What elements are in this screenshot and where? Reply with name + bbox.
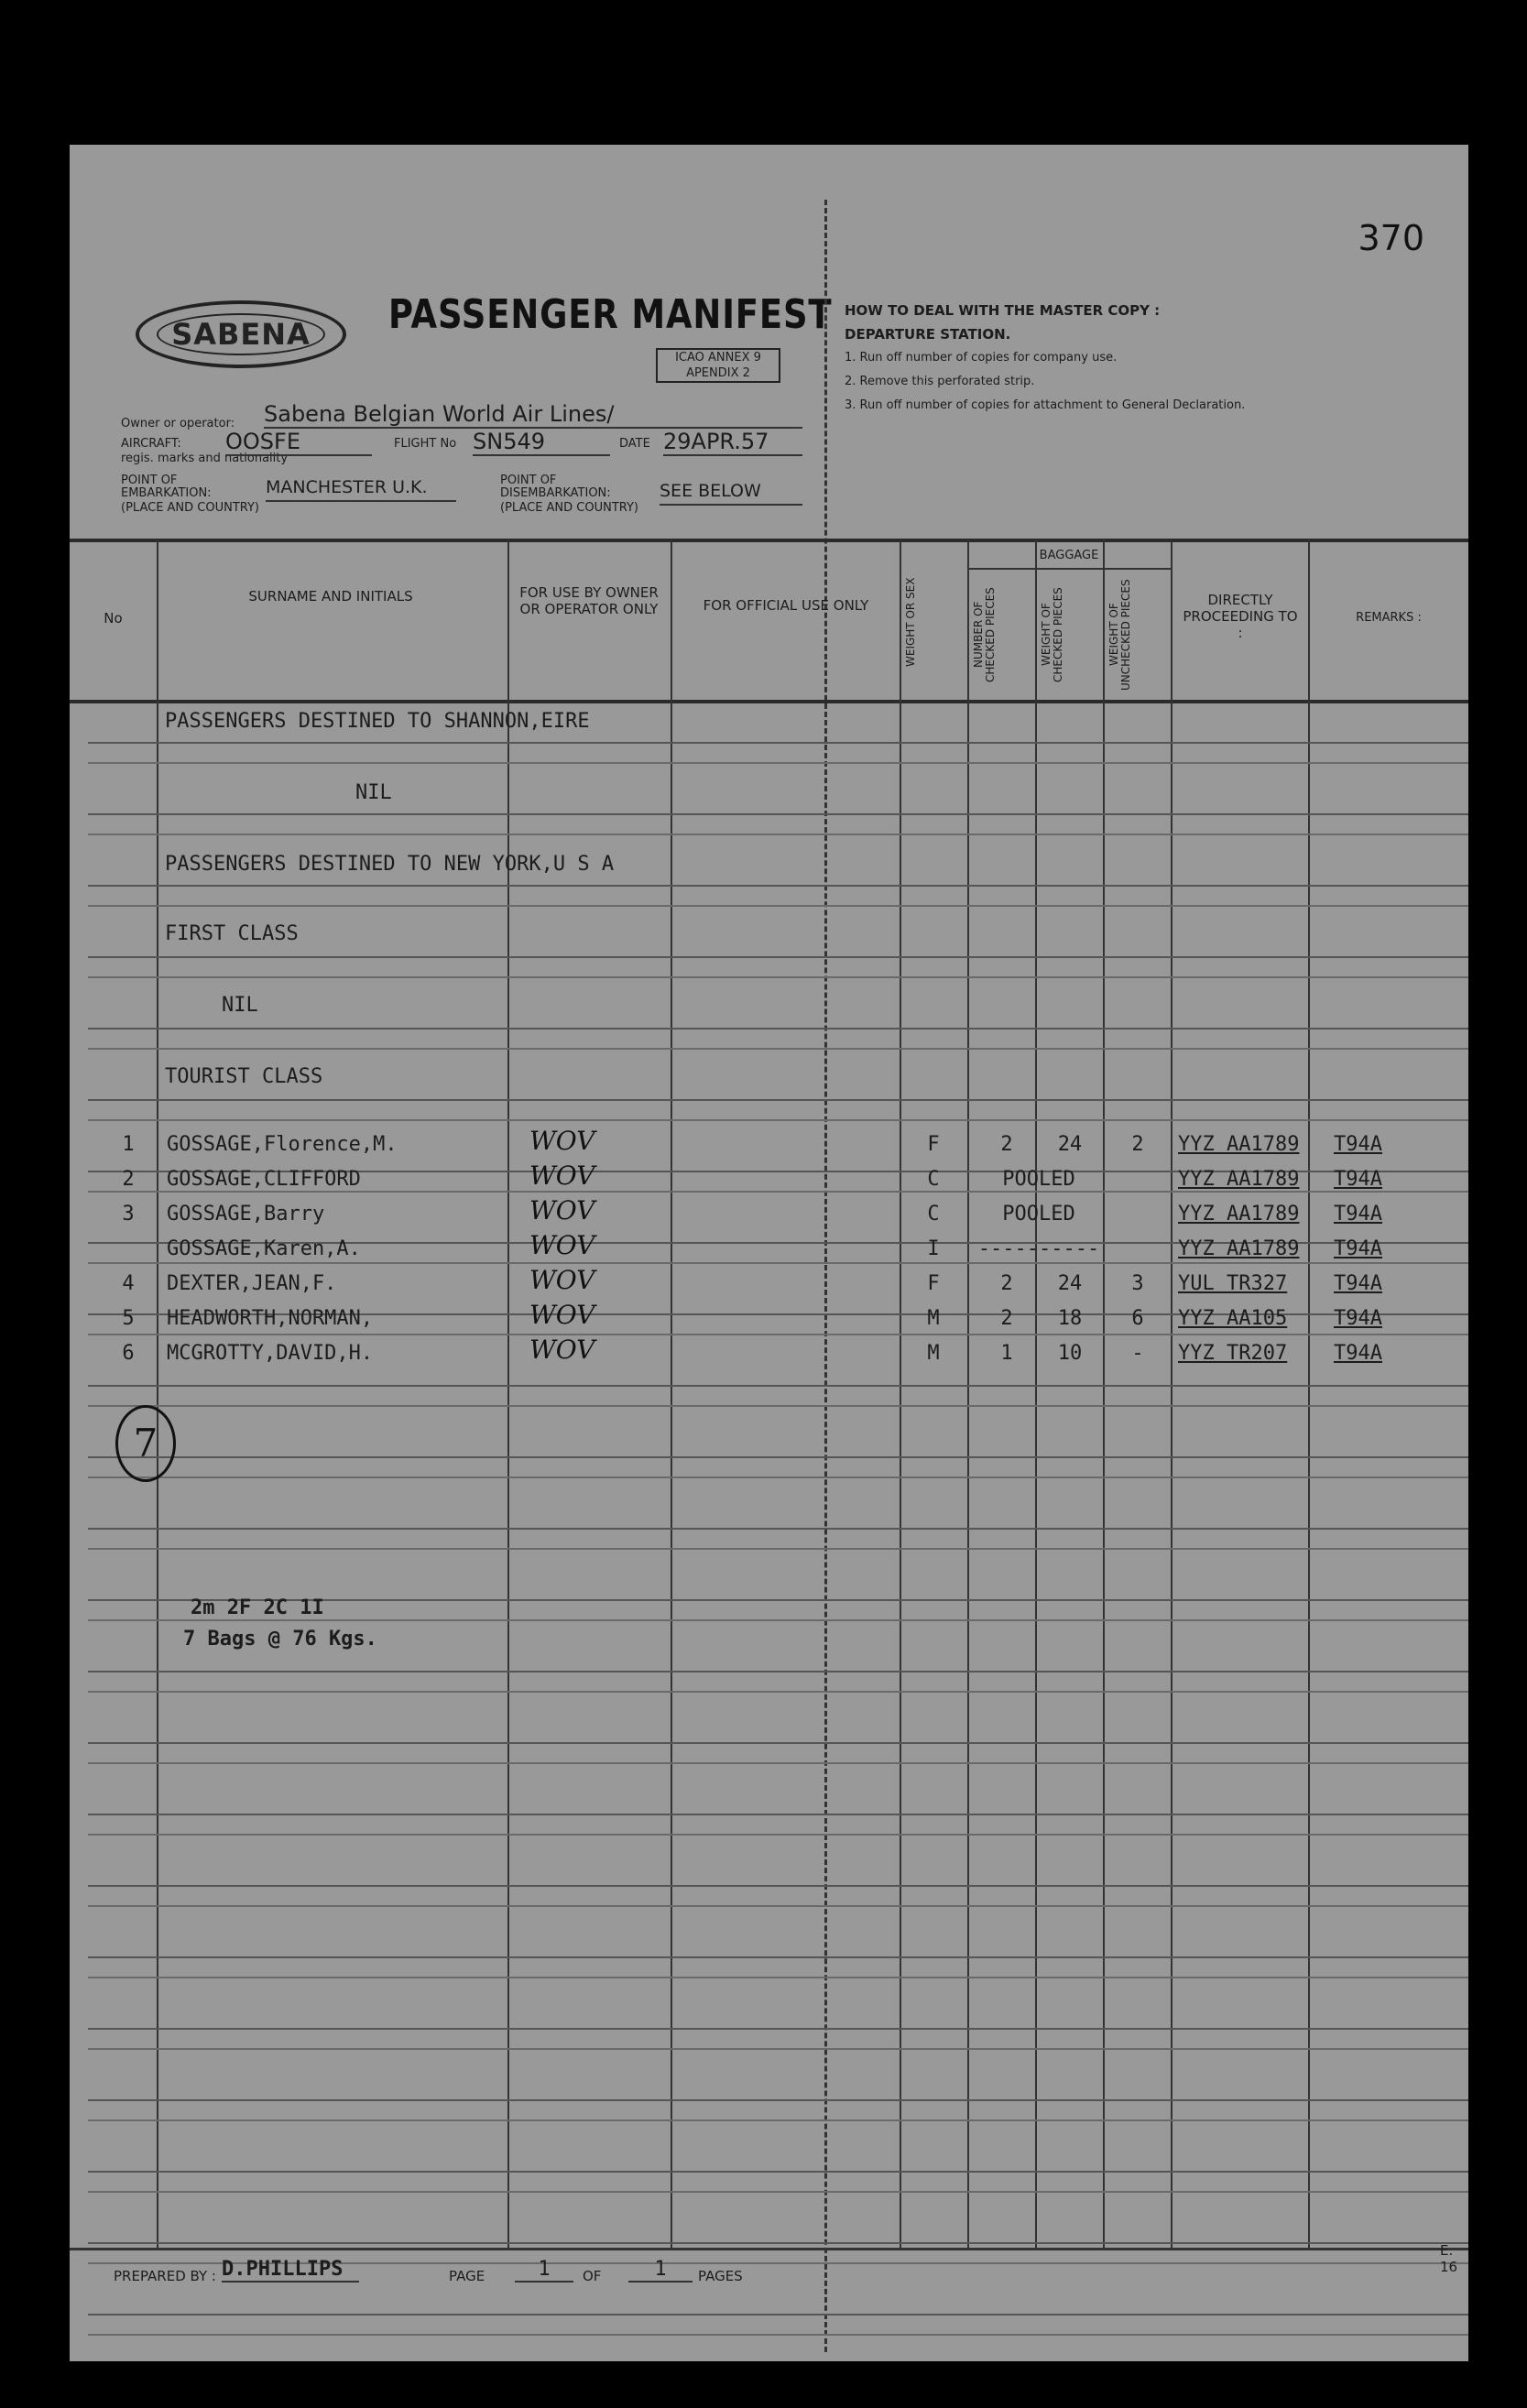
passenger-sex: C <box>927 1168 940 1191</box>
table-rule <box>88 1956 1468 1958</box>
section-first-class-nil: NIL <box>222 994 258 1017</box>
table-rule <box>88 2028 1468 2030</box>
section-shannon: PASSENGERS DESTINED TO SHANNON,EIRE <box>165 710 590 733</box>
table-rule <box>88 1048 1468 1050</box>
embarkation-label: POINT OF EMBARKATION: <box>121 474 212 500</box>
col-rule-unchecked <box>1103 540 1105 2248</box>
baggage-rule <box>967 568 1171 570</box>
prepared-by-value: D.PHILLIPS <box>222 2259 359 2283</box>
section-tourist-class: TOURIST CLASS <box>165 1065 323 1088</box>
summary-counts: 2m 2F 2C 1I <box>191 1596 324 1619</box>
disembarkation-label: POINT OF DISEMBARKATION: <box>500 474 611 500</box>
col-header-unchecked-weight: WEIGHT OF UNCHECKED PIECES <box>1107 579 1132 691</box>
col-header-proceeding: DIRECTLY PROCEEDING TO : <box>1183 592 1298 641</box>
table-rule <box>88 1742 1468 1744</box>
passenger-sex: I <box>927 1237 940 1260</box>
col-header-checked-pieces: NUMBER OF CHECKED PIECES <box>972 587 997 682</box>
form-code: E. 16 <box>1440 2242 1458 2275</box>
of-label: OF <box>583 2268 602 2284</box>
table-rule <box>88 1528 1468 1530</box>
table-rule <box>88 2334 1468 2336</box>
passenger-pieces: 2 <box>1000 1307 1013 1330</box>
table-header-rule <box>70 700 1468 703</box>
passenger-sex: F <box>927 1133 940 1156</box>
table-rule <box>88 1905 1468 1907</box>
col-header-surname: SURNAME AND INITIALS <box>248 588 413 605</box>
passenger-weight: 10 <box>1057 1342 1083 1365</box>
passenger-proceeding: YYZ AA105 <box>1178 1307 1288 1330</box>
date-value: 29APR.57 <box>663 429 802 456</box>
aircraft-sub-label: regis. marks and nationality <box>121 452 289 465</box>
passenger-owner: WOV <box>529 1335 595 1365</box>
flight-label: FLIGHT No <box>394 437 457 451</box>
prepared-by-label: PREPARED BY : <box>114 2268 216 2284</box>
table-rule <box>88 1671 1468 1673</box>
passenger-name: GOSSAGE,Karen,A. <box>167 1237 361 1260</box>
passenger-pieces: POOLED <box>1002 1203 1075 1226</box>
col-header-checked-weight: WEIGHT OF CHECKED PIECES <box>1040 587 1064 682</box>
passenger-proceeding: YYZ AA1789 <box>1178 1237 1300 1260</box>
icao-box: ICAO ANNEX 9 APENDIX 2 <box>656 348 780 383</box>
col-rule-proceeding <box>1171 540 1173 2248</box>
embarkation-value: MANCHESTER U.K. <box>266 474 456 502</box>
table-rule <box>88 1834 1468 1836</box>
page-label: PAGE <box>449 2268 485 2284</box>
page-value: 1 <box>515 2259 573 2283</box>
operator-label: Owner or operator: <box>121 417 235 430</box>
passenger-proceeding: YUL TR327 <box>1178 1272 1288 1295</box>
table-rule <box>88 2191 1468 2193</box>
passenger-name: GOSSAGE,Barry <box>167 1203 325 1226</box>
page-number: 370 <box>1358 218 1424 258</box>
table-rule <box>88 1977 1468 1978</box>
passenger-owner: WOV <box>529 1230 595 1260</box>
passenger-remarks: T94A <box>1334 1342 1382 1365</box>
table-rule <box>88 956 1468 958</box>
passenger-proceeding: YYZ AA1789 <box>1178 1203 1300 1226</box>
footer-rule <box>70 2248 1468 2250</box>
passenger-pieces: POOLED <box>1002 1168 1075 1191</box>
passenger-pieces: 2 <box>1000 1133 1013 1156</box>
passenger-remarks: T94A <box>1334 1133 1382 1156</box>
col-rule-no <box>157 540 158 2248</box>
passenger-unchecked: 2 <box>1131 1133 1144 1156</box>
passenger-proceeding: YYZ TR207 <box>1178 1342 1288 1365</box>
col-header-baggage: BAGGAGE <box>1039 549 1099 562</box>
passenger-name: DEXTER,JEAN,F. <box>167 1272 337 1295</box>
col-rule-sex <box>900 540 901 2248</box>
passenger-sex: M <box>927 1307 940 1330</box>
table-rule <box>88 2171 1468 2173</box>
table-rule <box>88 1619 1468 1621</box>
table-rule <box>88 1385 1468 1387</box>
passenger-no: 5 <box>122 1307 135 1330</box>
passenger-remarks: T94A <box>1334 1203 1382 1226</box>
passenger-unchecked: - <box>1131 1342 1144 1365</box>
passenger-unchecked: 3 <box>1131 1272 1144 1295</box>
passenger-pieces: 1 <box>1000 1342 1013 1365</box>
embarkation-sub-label: (PLACE AND COUNTRY) <box>121 501 260 515</box>
table-rule <box>88 2314 1468 2315</box>
table-rule <box>88 2119 1468 2121</box>
passenger-no: 3 <box>122 1203 135 1226</box>
flight-value: SN549 <box>473 429 610 456</box>
manifest-sheet <box>70 145 1468 2361</box>
passenger-owner: WOV <box>529 1265 595 1295</box>
passenger-unchecked: 6 <box>1131 1307 1144 1330</box>
table-rule <box>88 1762 1468 1764</box>
col-header-remarks: REMARKS : <box>1356 611 1422 625</box>
col-header-official: FOR OFFICIAL USE ONLY <box>703 597 869 614</box>
of-value: 1 <box>628 2259 693 2283</box>
summary-bags: 7 Bags @ 76 Kgs. <box>183 1628 377 1651</box>
table-rule <box>88 813 1468 815</box>
table-rule <box>88 1099 1468 1101</box>
table-rule <box>88 905 1468 907</box>
table-rule <box>88 1885 1468 1887</box>
passenger-weight: 24 <box>1057 1133 1083 1156</box>
circled-total: 7 <box>115 1405 176 1482</box>
passenger-no: 4 <box>122 1272 135 1295</box>
date-label: DATE <box>619 437 650 451</box>
sabena-logo: SABENA <box>136 300 346 368</box>
col-header-weight-sex: WEIGHT OR SEX <box>904 577 917 667</box>
passenger-sex: M <box>927 1342 940 1365</box>
disembarkation-value: SEE BELOW <box>660 478 802 506</box>
col-rule-pieces <box>967 540 969 2248</box>
passenger-pieces: ---------- <box>977 1237 1100 1260</box>
passenger-sex: F <box>927 1272 940 1295</box>
passenger-name: HEADWORTH,NORMAN, <box>167 1307 374 1330</box>
table-rule <box>88 1405 1468 1407</box>
table-rule <box>88 1028 1468 1030</box>
passenger-remarks: T94A <box>1334 1272 1382 1295</box>
disembarkation-sub-label: (PLACE AND COUNTRY) <box>500 501 639 515</box>
section-shannon-nil: NIL <box>355 781 392 804</box>
section-new-york: PASSENGERS DESTINED TO NEW YORK,U S A <box>165 853 615 876</box>
table-rule <box>88 1119 1468 1121</box>
section-first-class: FIRST CLASS <box>165 922 299 945</box>
form-title: PASSENGER MANIFEST <box>388 291 833 338</box>
table-rule <box>88 762 1468 764</box>
table-rule <box>88 1262 1468 1264</box>
passenger-remarks: T94A <box>1334 1168 1382 1191</box>
col-rule-remarks <box>1308 540 1310 2248</box>
passenger-pieces: 2 <box>1000 1272 1013 1295</box>
aircraft-label: AIRCRAFT: <box>121 437 181 451</box>
pages-label: PAGES <box>698 2268 743 2284</box>
table-rule <box>88 1456 1468 1458</box>
table-rule <box>88 1476 1468 1478</box>
col-rule-name <box>507 540 509 2248</box>
passenger-no: 6 <box>122 1342 135 1365</box>
table-rule <box>88 2242 1468 2244</box>
passenger-sex: C <box>927 1203 940 1226</box>
table-rule <box>88 1814 1468 1815</box>
passenger-name: GOSSAGE,Florence,M. <box>167 1133 398 1156</box>
table-rule <box>88 2048 1468 2050</box>
passenger-owner: WOV <box>529 1126 595 1156</box>
aircraft-value: OOSFE <box>225 429 372 456</box>
table-top-rule <box>70 539 1468 542</box>
passenger-owner: WOV <box>529 1195 595 1226</box>
table-rule <box>88 1191 1468 1193</box>
table-rule <box>88 1334 1468 1335</box>
passenger-owner: WOV <box>529 1300 595 1330</box>
master-copy-instructions: HOW TO DEAL WITH THE MASTER COPY : DEPARTURE STATION. 1. Run off number of copies for company use. 2. Remove this perforated strip. 3. Run off number of copies for attachment to General Declaration. <box>845 302 1246 412</box>
passenger-name: GOSSAGE,CLIFFORD <box>167 1168 361 1191</box>
passenger-no: 1 <box>122 1133 135 1156</box>
col-header-no: No <box>104 610 123 627</box>
passenger-name: MCGROTTY,DAVID,H. <box>167 1342 374 1365</box>
passenger-no: 2 <box>122 1168 135 1191</box>
passenger-owner: WOV <box>529 1160 595 1191</box>
passenger-weight: 18 <box>1057 1307 1083 1330</box>
passenger-proceeding: YYZ AA1789 <box>1178 1168 1300 1191</box>
passenger-weight: 24 <box>1057 1272 1083 1295</box>
passenger-remarks: T94A <box>1334 1307 1382 1330</box>
col-header-owner: FOR USE BY OWNER OR OPERATOR ONLY <box>519 584 659 617</box>
table-rule <box>88 1691 1468 1693</box>
table-rule <box>88 834 1468 835</box>
table-rule <box>88 976 1468 978</box>
col-rule-owner <box>671 540 672 2248</box>
passenger-remarks: T94A <box>1334 1237 1382 1260</box>
table-rule <box>88 885 1468 887</box>
table-rule <box>88 1548 1468 1550</box>
passenger-proceeding: YYZ AA1789 <box>1178 1133 1300 1156</box>
operator-value: Sabena Belgian World Air Lines/ <box>264 401 802 429</box>
col-rule-weight <box>1035 540 1037 2248</box>
table-rule <box>88 742 1468 744</box>
table-rule <box>88 2099 1468 2101</box>
